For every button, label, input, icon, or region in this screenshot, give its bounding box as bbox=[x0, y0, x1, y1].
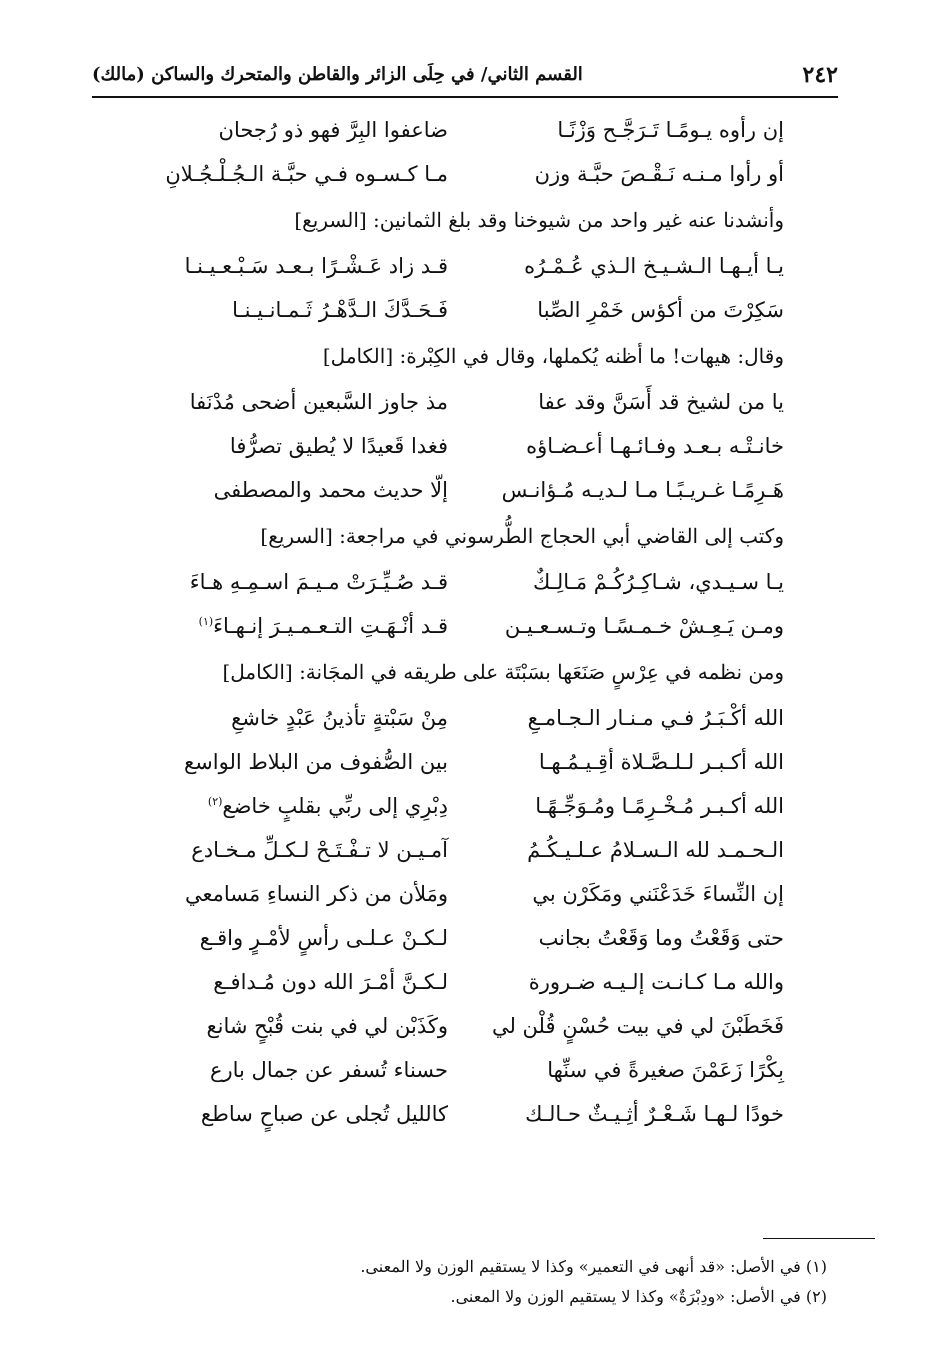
verse-first-hemistich: يـا أيـهـا الـشـيـخ الـذي عُـمْـرُه bbox=[524, 254, 784, 278]
verse-second-hemistich-text: فَـحَـدَّكَ الـدَّهْـرُ ثَـمـانـيـنـا bbox=[232, 298, 448, 322]
verse-line bbox=[140, 872, 784, 916]
verse-second-hemistich bbox=[148, 872, 448, 916]
verse-first-hemistich: الله أكْـبَـرُ فـي مـنـار الـجـامـعِ bbox=[527, 706, 784, 730]
verse-second-hemistich-text: إلّا حديث محمد والمصطفى bbox=[213, 478, 448, 502]
verse-first-hemistich: هَـرِمًـا غـريـبًـا مـا لـديـه مُـؤانـس bbox=[501, 478, 784, 502]
verse-second-hemistich bbox=[148, 1048, 448, 1092]
verse-line bbox=[140, 604, 784, 648]
verse-second-hemistich bbox=[148, 380, 448, 424]
verse-second-hemistich bbox=[148, 152, 448, 196]
verse-line bbox=[140, 468, 784, 512]
verse-line bbox=[140, 108, 784, 152]
verse-first-hemistich: ومـن يَـعِـشْ خـمـسًـا وتـسـعـيـن bbox=[504, 614, 784, 638]
verse-second-hemistich-text: فغدا قَعيدًا لا يُطيق تصرُّفا bbox=[229, 434, 448, 458]
verse-second-hemistich-text: آمـيـن لا تـفْـتَـحْ لـكـلِّ مـخـادع bbox=[191, 838, 448, 862]
prose-line: وأنشدنا عنه غير واحد من شيوخنا وقد بلغ الثمانين: [السريع] bbox=[294, 208, 784, 232]
footnote-divider bbox=[763, 1238, 875, 1239]
verse-first-hemistich: الـحـمـد لله الـسـلامُ عـلـيـكُـمُ bbox=[527, 838, 784, 862]
prose-line: وقال: هيهات! ما أظنه يُكملها، وقال في الكِبْرة: [الكامل] bbox=[322, 344, 784, 368]
verse-second-hemistich bbox=[148, 244, 448, 288]
footnote: (١) في الأصل: «قد أنهى في التعمير» وكذا لا يستقيم الوزن ولا المعنى. bbox=[360, 1257, 827, 1276]
verse-line bbox=[140, 740, 784, 784]
verse-second-hemistich bbox=[148, 604, 448, 648]
verse-first-hemistich: خودًا لـهـا شَـعْـرٌ أثِـيـثٌ حـالـك bbox=[525, 1102, 784, 1126]
footnote: (٢) في الأصل: «ودِبْرَةٌ» وكذا لا يستقيم الوزن ولا المعنى. bbox=[450, 1287, 827, 1306]
verse-line bbox=[140, 1048, 784, 1092]
verse-second-hemistich bbox=[148, 960, 448, 1004]
verse-line bbox=[140, 1092, 784, 1136]
verse-line bbox=[140, 380, 784, 424]
footnotes bbox=[227, 1252, 827, 1312]
verse-second-hemistich-text: حسناء تُسفر عن جمال بارع bbox=[209, 1058, 448, 1082]
verse-second-hemistich bbox=[148, 560, 448, 604]
verse-first-hemistich: يـا سـيـدي، شـاكِـرُكُـمْ مَـالِـكٌ bbox=[533, 570, 784, 594]
verse-first-hemistich: خانـتْـه بـعـد وفـائـهـا أعـضـاؤه bbox=[526, 434, 784, 458]
verse-line bbox=[140, 960, 784, 1004]
verse-line bbox=[140, 424, 784, 468]
verse-second-hemistich-text: مذ جاوز السَّبعين أضحى مُدْنَفا bbox=[189, 390, 448, 414]
prose-line: ومن نظمه في عِرْسٍ صَنَعَها بسَبْتَة على طريقه في المجَانة: [الكامل] bbox=[222, 660, 784, 684]
verse-first-hemistich: والله مـا كـانـت إلـيـه ضـرورة bbox=[528, 970, 784, 994]
verse-second-hemistich-text: لـكـنْ عـلـى رأسٍ لأمْـرٍ واقـع bbox=[199, 926, 448, 950]
verse-first-hemistich: الله أكـبـر مُـخْـرِمًـا ومُـوَجِّـهًـا bbox=[535, 794, 784, 818]
verse-second-hemistich-text: ضاعفوا البِرَّ فهو ذو رُجحان bbox=[218, 118, 448, 142]
verse-second-hemistich bbox=[148, 828, 448, 872]
poem-body bbox=[140, 108, 784, 1136]
verse-second-hemistich-text: مـا كـسـوه فـي حبَّـة الـجُـلْـجُـلانِ bbox=[165, 162, 448, 186]
verse-line bbox=[140, 1004, 784, 1048]
verse-second-hemistich-text: كالليل تُجلى عن صباحٍ ساطع bbox=[200, 1102, 448, 1126]
verse-first-hemistich: الله أكـبـر لـلـصَّـلاة أقِـيـمُـهـا bbox=[538, 750, 784, 774]
verse-second-hemistich bbox=[148, 108, 448, 152]
running-title: القسم الثاني/ في حِلَى الزائر والقاطن والمتحرك والساكن (مالك) bbox=[92, 64, 583, 85]
verse-first-hemistich: حتى وَقَعْتُ وما وَقَعْتُ بجانب bbox=[538, 926, 784, 950]
verse-line bbox=[140, 916, 784, 960]
verse-second-hemistich-text: لـكـنَّ أمْـرَ الله دون مُـدافـع bbox=[213, 970, 448, 994]
verse-second-hemistich-text: بين الصُّفوف من البلاط الواسع bbox=[184, 750, 448, 774]
verse-second-hemistich bbox=[148, 468, 448, 512]
verse-first-hemistich: بِكْرًا زَعَمْنَ صغيرةً في سنِّها bbox=[547, 1058, 784, 1082]
verse-second-hemistich-text: قـد أنْـهَـتِ التـعـمـيـرَ إنـهـاءَ bbox=[213, 614, 448, 638]
verse-second-hemistich bbox=[148, 740, 448, 784]
verse-first-hemistich: فَخَطَبْنَ لي في بيت حُسْنٍ قُلْن لي bbox=[491, 1014, 784, 1038]
verse-line bbox=[140, 696, 784, 740]
verse-second-hemistich-text: قـد صُـيِّـرَتْ مـيـمَ اسـمِـهِ هـاءَ bbox=[189, 570, 448, 594]
verse-second-hemistich bbox=[148, 424, 448, 468]
verse-first-hemistich: إن رأوه يـومًـا تَـرَجَّـح وَزْنًـا bbox=[557, 118, 784, 142]
verse-first-hemistich: سَكِرْتَ من أكؤس خَمْرِ الصِّبا bbox=[537, 298, 784, 322]
verse-line bbox=[140, 784, 784, 828]
page-number: ٢٤٢ bbox=[802, 62, 838, 88]
verse-second-hemistich bbox=[148, 288, 448, 332]
verse-line bbox=[140, 560, 784, 604]
verse-line bbox=[140, 152, 784, 196]
verse-second-hemistich-text: مِنْ سَبْتةٍ تأذينُ عَبْدٍ خاشعِ bbox=[231, 706, 448, 730]
verse-second-hemistich bbox=[148, 1004, 448, 1048]
verse-second-hemistich bbox=[148, 784, 448, 828]
verse-second-hemistich-text: قـد زاد عَـشْـرًا بـعـد سَـبْـعـيـنـا bbox=[184, 254, 448, 278]
footnote-marker: (٢) bbox=[207, 795, 223, 808]
verse-second-hemistich bbox=[148, 1092, 448, 1136]
header-divider bbox=[92, 96, 838, 98]
verse-line bbox=[140, 288, 784, 332]
page-header bbox=[92, 58, 838, 96]
verse-second-hemistich-text: وكَذَبْن لي في بنت قُبْحٍ شانع bbox=[206, 1014, 448, 1038]
verse-second-hemistich bbox=[148, 916, 448, 960]
footnote-marker: (١) bbox=[198, 615, 214, 628]
verse-first-hemistich: إن النِّساءَ خَدَعْنَني ومَكَرْن بي bbox=[532, 882, 784, 906]
verse-second-hemistich bbox=[148, 696, 448, 740]
verse-line bbox=[140, 244, 784, 288]
prose-line: وكتب إلى القاضي أبي الحجاج الطُّرسوني في مراجعة: [السريع] bbox=[260, 524, 784, 548]
verse-second-hemistich-text: ومَلأن من ذكر النساءِ مَسامعي bbox=[184, 882, 448, 906]
verse-first-hemistich: أو رأوا مـنـه نَـقْـصَ حبَّـة وزن bbox=[534, 162, 784, 186]
verse-line bbox=[140, 828, 784, 872]
verse-first-hemistich: يا من لشيخ قد أَسَنَّ وقد عفا bbox=[538, 390, 784, 414]
verse-second-hemistich-text: دِبْرِي إلى ربِّي بقلبٍ خاضع bbox=[222, 794, 448, 818]
